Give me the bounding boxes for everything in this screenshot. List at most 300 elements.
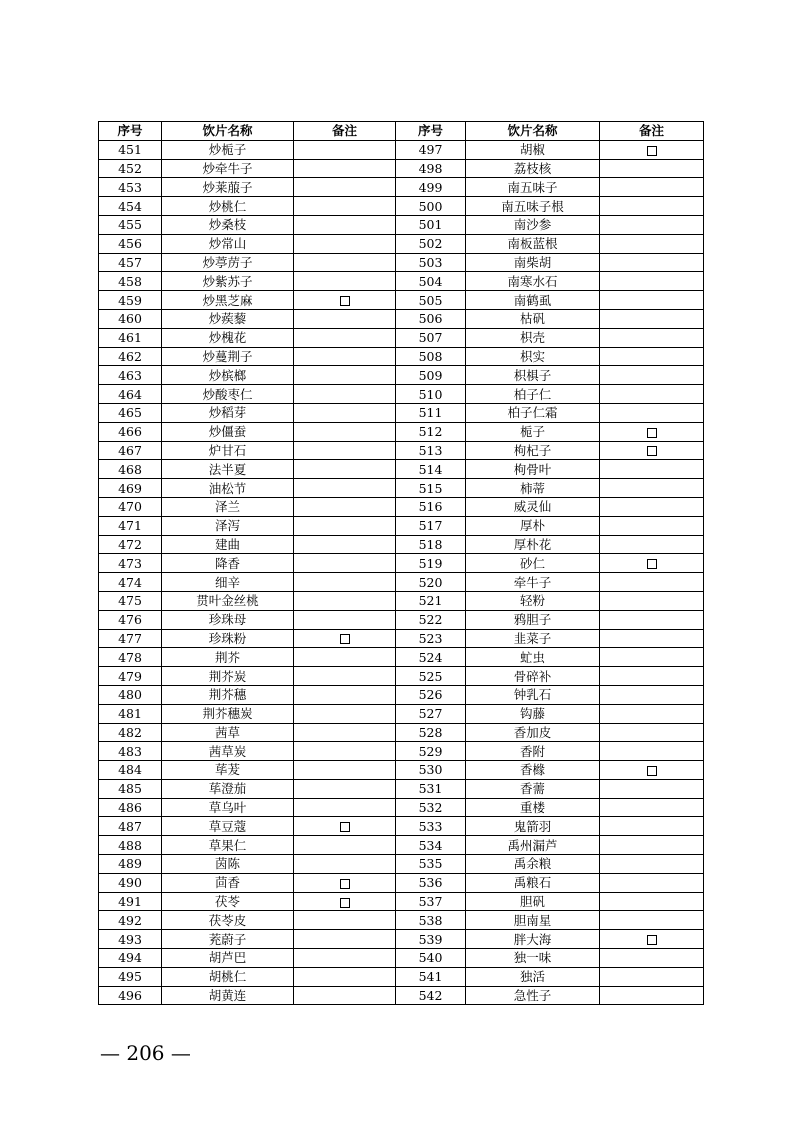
header-remark: 备注	[294, 122, 396, 141]
cell-name: 南寒水石	[466, 272, 600, 291]
cell-name: 南鹤虱	[466, 291, 600, 310]
checkbox-square-icon	[647, 428, 657, 438]
herb-table	[98, 121, 704, 1005]
cell-remark	[294, 742, 396, 761]
cell-name: 茯苓	[162, 892, 294, 911]
cell-no: 515	[396, 479, 466, 498]
cell-no: 524	[396, 648, 466, 667]
cell-no: 486	[99, 798, 162, 817]
cell-no: 533	[396, 817, 466, 836]
cell-name: 香薷	[466, 779, 600, 798]
cell-name: 茵陈	[162, 855, 294, 874]
cell-remark	[294, 873, 396, 892]
cell-no: 518	[396, 535, 466, 554]
cell-name: 韭菜子	[466, 629, 600, 648]
cell-name: 枳实	[466, 347, 600, 366]
table-row	[99, 723, 704, 742]
cell-remark	[600, 441, 704, 460]
cell-name: 柏子仁	[466, 385, 600, 404]
cell-remark	[600, 422, 704, 441]
cell-name: 枳椇子	[466, 366, 600, 385]
cell-remark	[600, 234, 704, 253]
table-row	[99, 178, 704, 197]
cell-remark	[294, 648, 396, 667]
cell-remark	[294, 535, 396, 554]
cell-name: 荆芥穗	[162, 685, 294, 704]
cell-no: 472	[99, 535, 162, 554]
cell-no: 457	[99, 253, 162, 272]
cell-no: 513	[396, 441, 466, 460]
cell-remark	[600, 347, 704, 366]
cell-name: 茺蔚子	[162, 930, 294, 949]
cell-remark	[600, 704, 704, 723]
cell-no: 471	[99, 516, 162, 535]
cell-remark	[600, 215, 704, 234]
cell-remark	[294, 291, 396, 310]
cell-remark	[600, 516, 704, 535]
cell-no: 479	[99, 667, 162, 686]
cell-remark	[600, 967, 704, 986]
cell-remark	[600, 159, 704, 178]
cell-name: 枸杞子	[466, 441, 600, 460]
cell-remark	[600, 986, 704, 1005]
table-row	[99, 554, 704, 573]
cell-name: 荆芥穗炭	[162, 704, 294, 723]
cell-remark	[294, 855, 396, 874]
cell-no: 460	[99, 309, 162, 328]
cell-name: 炒牵牛子	[162, 159, 294, 178]
table-row	[99, 685, 704, 704]
cell-name: 枸骨叶	[466, 460, 600, 479]
table-row	[99, 309, 704, 328]
cell-no: 506	[396, 309, 466, 328]
cell-remark	[294, 798, 396, 817]
table-row	[99, 272, 704, 291]
cell-remark	[294, 967, 396, 986]
cell-name: 南沙参	[466, 215, 600, 234]
checkbox-square-icon	[647, 766, 657, 776]
cell-no: 475	[99, 591, 162, 610]
cell-remark	[294, 704, 396, 723]
cell-name: 钟乳石	[466, 685, 600, 704]
cell-remark	[294, 309, 396, 328]
cell-name: 炒桃仁	[162, 197, 294, 216]
cell-name: 胡黄连	[162, 986, 294, 1005]
cell-remark	[294, 178, 396, 197]
checkbox-square-icon	[340, 822, 350, 832]
cell-no: 463	[99, 366, 162, 385]
cell-no: 469	[99, 479, 162, 498]
table-header-row	[99, 122, 704, 141]
cell-no: 526	[396, 685, 466, 704]
cell-name: 炒蒺藜	[162, 309, 294, 328]
cell-no: 473	[99, 554, 162, 573]
table-row	[99, 629, 704, 648]
table-row	[99, 403, 704, 422]
cell-no: 508	[396, 347, 466, 366]
cell-name: 油松节	[162, 479, 294, 498]
cell-no: 540	[396, 949, 466, 968]
table-row	[99, 930, 704, 949]
cell-name: 荆芥	[162, 648, 294, 667]
cell-no: 502	[396, 234, 466, 253]
cell-no: 481	[99, 704, 162, 723]
cell-no: 525	[396, 667, 466, 686]
cell-remark	[294, 836, 396, 855]
cell-name: 降香	[162, 554, 294, 573]
cell-name: 柏子仁霜	[466, 403, 600, 422]
cell-name: 炒槐花	[162, 328, 294, 347]
cell-name: 细辛	[162, 573, 294, 592]
cell-name: 胖大海	[466, 930, 600, 949]
cell-name: 砂仁	[466, 554, 600, 573]
checkbox-square-icon	[340, 296, 350, 306]
cell-no: 505	[396, 291, 466, 310]
table-row	[99, 197, 704, 216]
cell-name: 草豆蔻	[162, 817, 294, 836]
cell-remark	[600, 779, 704, 798]
table-row	[99, 779, 704, 798]
table-row	[99, 159, 704, 178]
cell-name: 胆南星	[466, 911, 600, 930]
cell-remark	[294, 366, 396, 385]
table-row	[99, 610, 704, 629]
cell-name: 栀子	[466, 422, 600, 441]
cell-remark	[294, 761, 396, 780]
cell-no: 492	[99, 911, 162, 930]
table-row	[99, 460, 704, 479]
cell-name: 炒黑芝麻	[162, 291, 294, 310]
cell-remark	[294, 234, 396, 253]
cell-no: 499	[396, 178, 466, 197]
cell-name: 鸦胆子	[466, 610, 600, 629]
table-row	[99, 328, 704, 347]
cell-remark	[294, 892, 396, 911]
cell-no: 462	[99, 347, 162, 366]
table-row	[99, 573, 704, 592]
cell-remark	[294, 215, 396, 234]
cell-name: 南柴胡	[466, 253, 600, 272]
cell-no: 466	[99, 422, 162, 441]
cell-name: 炒莱菔子	[162, 178, 294, 197]
table-row	[99, 497, 704, 516]
cell-remark	[600, 272, 704, 291]
cell-name: 炉甘石	[162, 441, 294, 460]
cell-name: 茜草	[162, 723, 294, 742]
cell-name: 虻虫	[466, 648, 600, 667]
cell-name: 禹粮石	[466, 873, 600, 892]
cell-name: 泽兰	[162, 497, 294, 516]
cell-remark	[600, 742, 704, 761]
cell-name: 炒僵蚕	[162, 422, 294, 441]
cell-no: 512	[396, 422, 466, 441]
table-row	[99, 667, 704, 686]
cell-no: 527	[396, 704, 466, 723]
cell-remark	[294, 930, 396, 949]
table-row	[99, 253, 704, 272]
cell-name: 珍珠粉	[162, 629, 294, 648]
table-row	[99, 967, 704, 986]
table-row	[99, 140, 704, 159]
cell-remark	[294, 591, 396, 610]
cell-remark	[294, 479, 396, 498]
cell-remark	[294, 385, 396, 404]
cell-name: 炒紫苏子	[162, 272, 294, 291]
table-row	[99, 873, 704, 892]
cell-name: 贯叶金丝桃	[162, 591, 294, 610]
cell-remark	[294, 573, 396, 592]
table-row	[99, 591, 704, 610]
cell-no: 510	[396, 385, 466, 404]
table-row	[99, 385, 704, 404]
cell-remark	[600, 366, 704, 385]
cell-name: 建曲	[162, 535, 294, 554]
cell-remark	[600, 140, 704, 159]
checkbox-square-icon	[340, 634, 350, 644]
cell-name: 泽泻	[162, 516, 294, 535]
table-row	[99, 761, 704, 780]
cell-remark	[294, 554, 396, 573]
table-row	[99, 798, 704, 817]
cell-remark	[600, 178, 704, 197]
cell-name: 草乌叶	[162, 798, 294, 817]
header-name: 饮片名称	[162, 122, 294, 141]
cell-name: 胡椒	[466, 140, 600, 159]
cell-no: 453	[99, 178, 162, 197]
cell-no: 458	[99, 272, 162, 291]
cell-remark	[600, 629, 704, 648]
cell-no: 535	[396, 855, 466, 874]
cell-name: 威灵仙	[466, 497, 600, 516]
cell-no: 452	[99, 159, 162, 178]
cell-name: 炒酸枣仁	[162, 385, 294, 404]
cell-no: 461	[99, 328, 162, 347]
cell-remark	[294, 159, 396, 178]
checkbox-square-icon	[340, 879, 350, 889]
cell-no: 523	[396, 629, 466, 648]
cell-remark	[294, 949, 396, 968]
cell-no: 531	[396, 779, 466, 798]
cell-remark	[600, 667, 704, 686]
table-row	[99, 704, 704, 723]
cell-remark	[294, 817, 396, 836]
cell-name: 急性子	[466, 986, 600, 1005]
cell-remark	[294, 140, 396, 159]
cell-remark	[294, 272, 396, 291]
cell-remark	[600, 309, 704, 328]
table-row	[99, 441, 704, 460]
cell-name: 重楼	[466, 798, 600, 817]
cell-no: 504	[396, 272, 466, 291]
cell-no: 468	[99, 460, 162, 479]
cell-name: 轻粉	[466, 591, 600, 610]
cell-remark	[294, 516, 396, 535]
cell-no: 470	[99, 497, 162, 516]
cell-no: 507	[396, 328, 466, 347]
cell-no: 528	[396, 723, 466, 742]
cell-name: 荔枝核	[466, 159, 600, 178]
cell-remark	[600, 798, 704, 817]
cell-no: 484	[99, 761, 162, 780]
cell-remark	[600, 197, 704, 216]
cell-name: 柿蒂	[466, 479, 600, 498]
cell-no: 511	[396, 403, 466, 422]
cell-no: 497	[396, 140, 466, 159]
cell-remark	[600, 855, 704, 874]
cell-no: 534	[396, 836, 466, 855]
cell-name: 独活	[466, 967, 600, 986]
cell-remark	[600, 761, 704, 780]
cell-remark	[294, 667, 396, 686]
cell-no: 501	[396, 215, 466, 234]
cell-no: 489	[99, 855, 162, 874]
cell-name: 荜澄茄	[162, 779, 294, 798]
cell-remark	[600, 328, 704, 347]
cell-no: 503	[396, 253, 466, 272]
cell-no: 537	[396, 892, 466, 911]
cell-remark	[600, 403, 704, 422]
cell-remark	[294, 497, 396, 516]
cell-remark	[600, 253, 704, 272]
cell-remark	[600, 723, 704, 742]
header-no: 序号	[99, 122, 162, 141]
cell-no: 493	[99, 930, 162, 949]
cell-remark	[294, 685, 396, 704]
header-name: 饮片名称	[466, 122, 600, 141]
cell-remark	[294, 779, 396, 798]
cell-remark	[294, 460, 396, 479]
cell-no: 530	[396, 761, 466, 780]
cell-no: 494	[99, 949, 162, 968]
cell-name: 胡芦巴	[162, 949, 294, 968]
cell-name: 炒稻芽	[162, 403, 294, 422]
cell-no: 464	[99, 385, 162, 404]
cell-no: 485	[99, 779, 162, 798]
cell-name: 炒槟榔	[162, 366, 294, 385]
table-row	[99, 366, 704, 385]
cell-no: 454	[99, 197, 162, 216]
table-row	[99, 347, 704, 366]
cell-name: 香附	[466, 742, 600, 761]
cell-remark	[294, 328, 396, 347]
checkbox-square-icon	[340, 898, 350, 908]
cell-name: 枯矾	[466, 309, 600, 328]
cell-no: 477	[99, 629, 162, 648]
cell-name: 禹州漏芦	[466, 836, 600, 855]
cell-no: 500	[396, 197, 466, 216]
cell-no: 491	[99, 892, 162, 911]
cell-name: 珍珠母	[162, 610, 294, 629]
table-row	[99, 516, 704, 535]
cell-name: 茜草炭	[162, 742, 294, 761]
cell-remark	[294, 911, 396, 930]
cell-name: 香橼	[466, 761, 600, 780]
cell-name: 禹余粮	[466, 855, 600, 874]
table-row	[99, 836, 704, 855]
cell-no: 532	[396, 798, 466, 817]
cell-no: 480	[99, 685, 162, 704]
table-row	[99, 422, 704, 441]
cell-no: 542	[396, 986, 466, 1005]
cell-name: 厚朴	[466, 516, 600, 535]
cell-name: 南五味子根	[466, 197, 600, 216]
table-row	[99, 986, 704, 1005]
cell-name: 香加皮	[466, 723, 600, 742]
cell-remark	[294, 253, 396, 272]
cell-remark	[600, 817, 704, 836]
cell-name: 牵牛子	[466, 573, 600, 592]
cell-remark	[294, 403, 396, 422]
cell-remark	[600, 911, 704, 930]
table-row	[99, 648, 704, 667]
cell-remark	[294, 441, 396, 460]
cell-name: 胡桃仁	[162, 967, 294, 986]
cell-no: 467	[99, 441, 162, 460]
cell-no: 498	[396, 159, 466, 178]
cell-remark	[600, 497, 704, 516]
table-row	[99, 535, 704, 554]
cell-remark	[600, 892, 704, 911]
cell-remark	[600, 836, 704, 855]
cell-remark	[294, 629, 396, 648]
cell-no: 459	[99, 291, 162, 310]
page-number: — 206 —	[100, 1041, 191, 1065]
cell-no: 521	[396, 591, 466, 610]
cell-remark	[600, 460, 704, 479]
cell-name: 鬼箭羽	[466, 817, 600, 836]
cell-no: 455	[99, 215, 162, 234]
cell-name: 南板蓝根	[466, 234, 600, 253]
cell-remark	[600, 385, 704, 404]
cell-no: 514	[396, 460, 466, 479]
table-row	[99, 892, 704, 911]
cell-remark	[294, 422, 396, 441]
cell-remark	[600, 479, 704, 498]
cell-remark	[600, 610, 704, 629]
table-row	[99, 479, 704, 498]
cell-no: 483	[99, 742, 162, 761]
cell-no: 517	[396, 516, 466, 535]
header-no: 序号	[396, 122, 466, 141]
cell-no: 520	[396, 573, 466, 592]
cell-name: 茴香	[162, 873, 294, 892]
cell-name: 荆芥炭	[162, 667, 294, 686]
cell-no: 476	[99, 610, 162, 629]
cell-no: 474	[99, 573, 162, 592]
checkbox-square-icon	[647, 935, 657, 945]
cell-remark	[600, 291, 704, 310]
cell-no: 536	[396, 873, 466, 892]
cell-name: 炒栀子	[162, 140, 294, 159]
cell-name: 南五味子	[466, 178, 600, 197]
cell-no: 529	[396, 742, 466, 761]
cell-no: 522	[396, 610, 466, 629]
cell-remark	[294, 723, 396, 742]
cell-no: 451	[99, 140, 162, 159]
cell-no: 490	[99, 873, 162, 892]
cell-no: 482	[99, 723, 162, 742]
cell-name: 炒常山	[162, 234, 294, 253]
table-row	[99, 949, 704, 968]
cell-remark	[600, 873, 704, 892]
cell-no: 465	[99, 403, 162, 422]
cell-name: 炒葶苈子	[162, 253, 294, 272]
cell-name: 独一味	[466, 949, 600, 968]
checkbox-square-icon	[647, 559, 657, 569]
cell-remark	[600, 554, 704, 573]
cell-remark	[600, 930, 704, 949]
cell-remark	[600, 535, 704, 554]
